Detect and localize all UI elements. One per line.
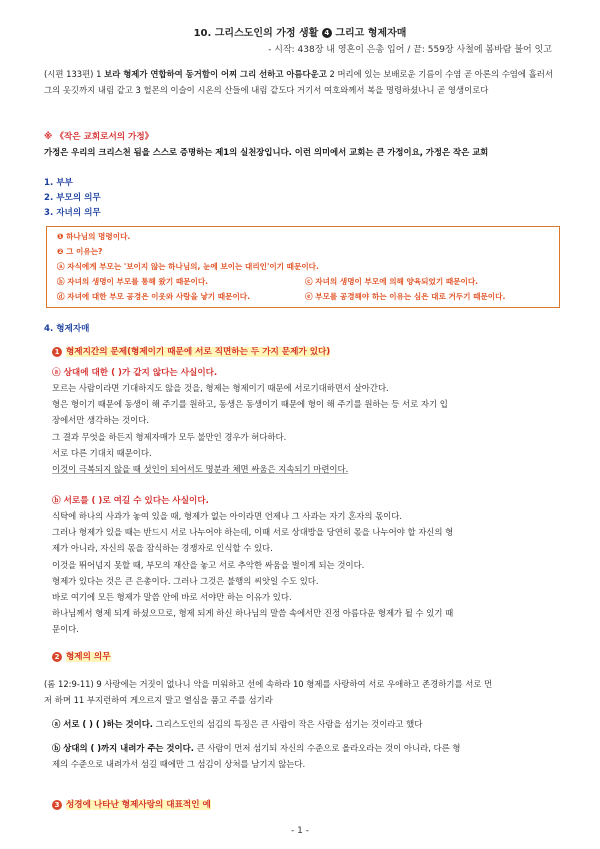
box-item-6: ⓓ 자녀에 대한 부모 공경은 이웃와 사랑을 낳기 때문이다. (57, 292, 251, 301)
point-a-line-4: 그 결과 무엇을 하든지 형제자매가 모두 불만인 경우가 허다하다. (52, 431, 287, 442)
number-badge-2: 2 (52, 652, 62, 662)
example-heading-text: 성경에 나타난 형제사랑의 대표적인 예 (66, 800, 211, 810)
point-b-line-8: 문이다. (52, 624, 79, 635)
box-item-3: ⓐ 자식에게 부모는 '보이지 않는 하나님의, 눈에 보이는 대리인'이기 때문이다. (57, 262, 319, 271)
duty-a (52, 716, 562, 732)
problem-heading-text: 형제지간의 문제(형제이기 때문에 서로 직면하는 두 가지 문제가 있다) (66, 347, 331, 357)
duty-b-rest: 큰 사람이 먼저 섬기되 자신의 수준으로 올라오라는 것이 아니라, 다른 형 (196, 743, 461, 753)
duty-a-bold: ⓐ 서로 ( ) ( )하는 것이다. (52, 719, 153, 729)
point-b-body (52, 508, 562, 638)
duty-b-line-2: 제의 수준으로 내려가서 섬길 때에만 그 섬김이 상처를 남기지 않는다. (52, 759, 306, 770)
duty-b-bold: ⓑ 상대의 ( )까지 내려가 주는 것이다. (52, 743, 194, 753)
point-a-line-2: 형은 형이기 때문에 동생이 해 주기를 원하고, 동생은 동생이기 때문에 형이 해 주기를 원하는 등 서로 자기 입 (52, 399, 448, 410)
romans-line-2: 저 하며 11 부지런하여 게으르지 말고 열심을 품고 주를 섬기라 (44, 695, 273, 705)
small-church-title: ※ 《작은 교회로서의 가정》 (44, 132, 154, 142)
intro-ref: (시편 133편) 1 (44, 69, 102, 79)
box-item-4: ⓑ 자녀의 생명이 부모를 통해 왔기 때문이다. (57, 277, 209, 286)
title-prefix: 10. 그리스도인의 가정 생활 (193, 28, 319, 39)
outline-list (44, 176, 101, 221)
duty-heading (52, 650, 111, 662)
duty-a-rest: 그리스도인의 섬김의 특징은 큰 사람이 작은 사람을 섬기는 것이라고 했다 (155, 719, 423, 729)
point-a-line-3: 장에서만 생각하는 것이다. (52, 415, 149, 426)
point-a-body (52, 380, 562, 477)
outline-item-parents: 2. 부모의 의무 (44, 193, 101, 203)
box-item-5: ⓒ 자녀의 생명이 부모에 의해 양육되었기 때문이다. (305, 277, 479, 286)
point-b-line-4: 이것을 뛰어넘지 못할 때, 부모의 재산을 놓고 서로 추악한 싸움을 벌이게 되는 것이다. (52, 559, 365, 570)
duty-heading-text: 형제의 의무 (66, 652, 111, 662)
number-badge-1: 1 (52, 347, 62, 357)
children-duty-box (46, 226, 560, 308)
outline-item-couple: 1. 부부 (44, 178, 73, 188)
intro-paragraph (44, 66, 562, 98)
point-b-line-1: 식탁에 하나의 사과가 놓여 있을 때, 형제가 없는 아이라면 언제나 그 사과는 자기 혼자의 몫이다. (52, 511, 403, 521)
point-a-line-6: 이것이 극복되지 않을 때 섯인이 되어서도 명분과 체면 싸움은 지속되기 마련이다. (52, 464, 349, 475)
romans-line-1: (롬 12:9-11) 9 사랑에는 거짓이 없나니 악을 미워하고 선에 속하라 10 형제를 사랑하여 서로 우애하고 존경하기를 서로 먼 (44, 679, 493, 689)
intro-rest: 2 머리에 있는 보배로운 기름이 수염 곧 아론의 수염에 흘러서 그의 옷깃까지 내림 같고 3 헐몬의 이슬이 시온의 산들에 내림 같도다 거기서 여호와께서 복을 명령하셨나니 곧 영생이로다 (44, 69, 553, 95)
box-item-1: ❶ 하나님의 명령이다. (57, 232, 131, 241)
box-item-2: ❷ 그 이유는? (57, 247, 103, 256)
point-b-line-7: 하나님께서 형제 되게 하셨으므로, 형제 되게 하신 하나님의 말씀 속에서만 진정 아름다운 형제가 될 수 있기 때 (52, 608, 454, 619)
point-b-line-6: 바로 여기에 모든 형제가 말씀 안에 바로 서야만 하는 이유가 있다. (52, 592, 292, 603)
hymn-subtitle: - 시작: 438장 내 영혼이 은총 입어 / 끝: 559장 사철에 봄바람 불어 잇고 (268, 45, 552, 55)
title-suffix: 그리고 형제자매 (335, 28, 407, 39)
duty-b (52, 740, 562, 772)
point-a-line-5: 서로 다른 기대치 때문이다. (52, 447, 152, 458)
intro-bold: 보라 형제가 연합하여 동거함이 어찌 그리 선하고 아름다운고 (104, 69, 327, 79)
section4-title: 4. 형제자매 (44, 324, 90, 334)
point-a-line-1: 모르는 사람이라면 기대하지도 않을 것을, 형제는 형제이기 때문에 서로기대하면서 살아간다. (52, 383, 389, 393)
page-number: - 1 - (291, 826, 309, 836)
title-number-badge: 4 (322, 28, 332, 38)
point-b-line-3: 제가 아니라, 자신의 몫을 잠식하는 경쟁자로 인식할 수 있다. (52, 543, 273, 554)
example-heading (52, 798, 211, 810)
problem-heading (52, 345, 330, 357)
small-church-text: 가정은 우리의 크리스천 됨을 스스로 증명하는 제1의 실천장입니다. 이런 의미에서 교회는 큰 가정이요, 가정은 작은 교회 (44, 147, 489, 157)
outline-item-children: 3. 자녀의 의무 (44, 208, 101, 218)
romans-quote (44, 676, 562, 708)
number-badge-3: 3 (52, 800, 62, 810)
point-a-heading: ⓐ 상대에 대한 ( )가 같지 않다는 사실이다. (52, 368, 218, 378)
box-item-7: ⓔ 부모를 공경해야 하는 이유는 심은 대로 거두기 때문이다. (305, 292, 506, 301)
point-b-line-5: 형제가 있다는 것은 큰 은총이다. 그러나 그것은 불행의 씨앗일 수도 있다. (52, 575, 319, 586)
point-b-line-2: 그러나 형제가 있을 때는 반드시 서로 나누어야 하는데, 이때 서로 상대방을 당연히 몫을 나누어야 할 자신의 형 (52, 527, 454, 538)
page-title (0, 24, 600, 39)
point-b-heading: ⓑ 서로를 ( )로 여길 수 있다는 사실이다. (52, 496, 209, 506)
